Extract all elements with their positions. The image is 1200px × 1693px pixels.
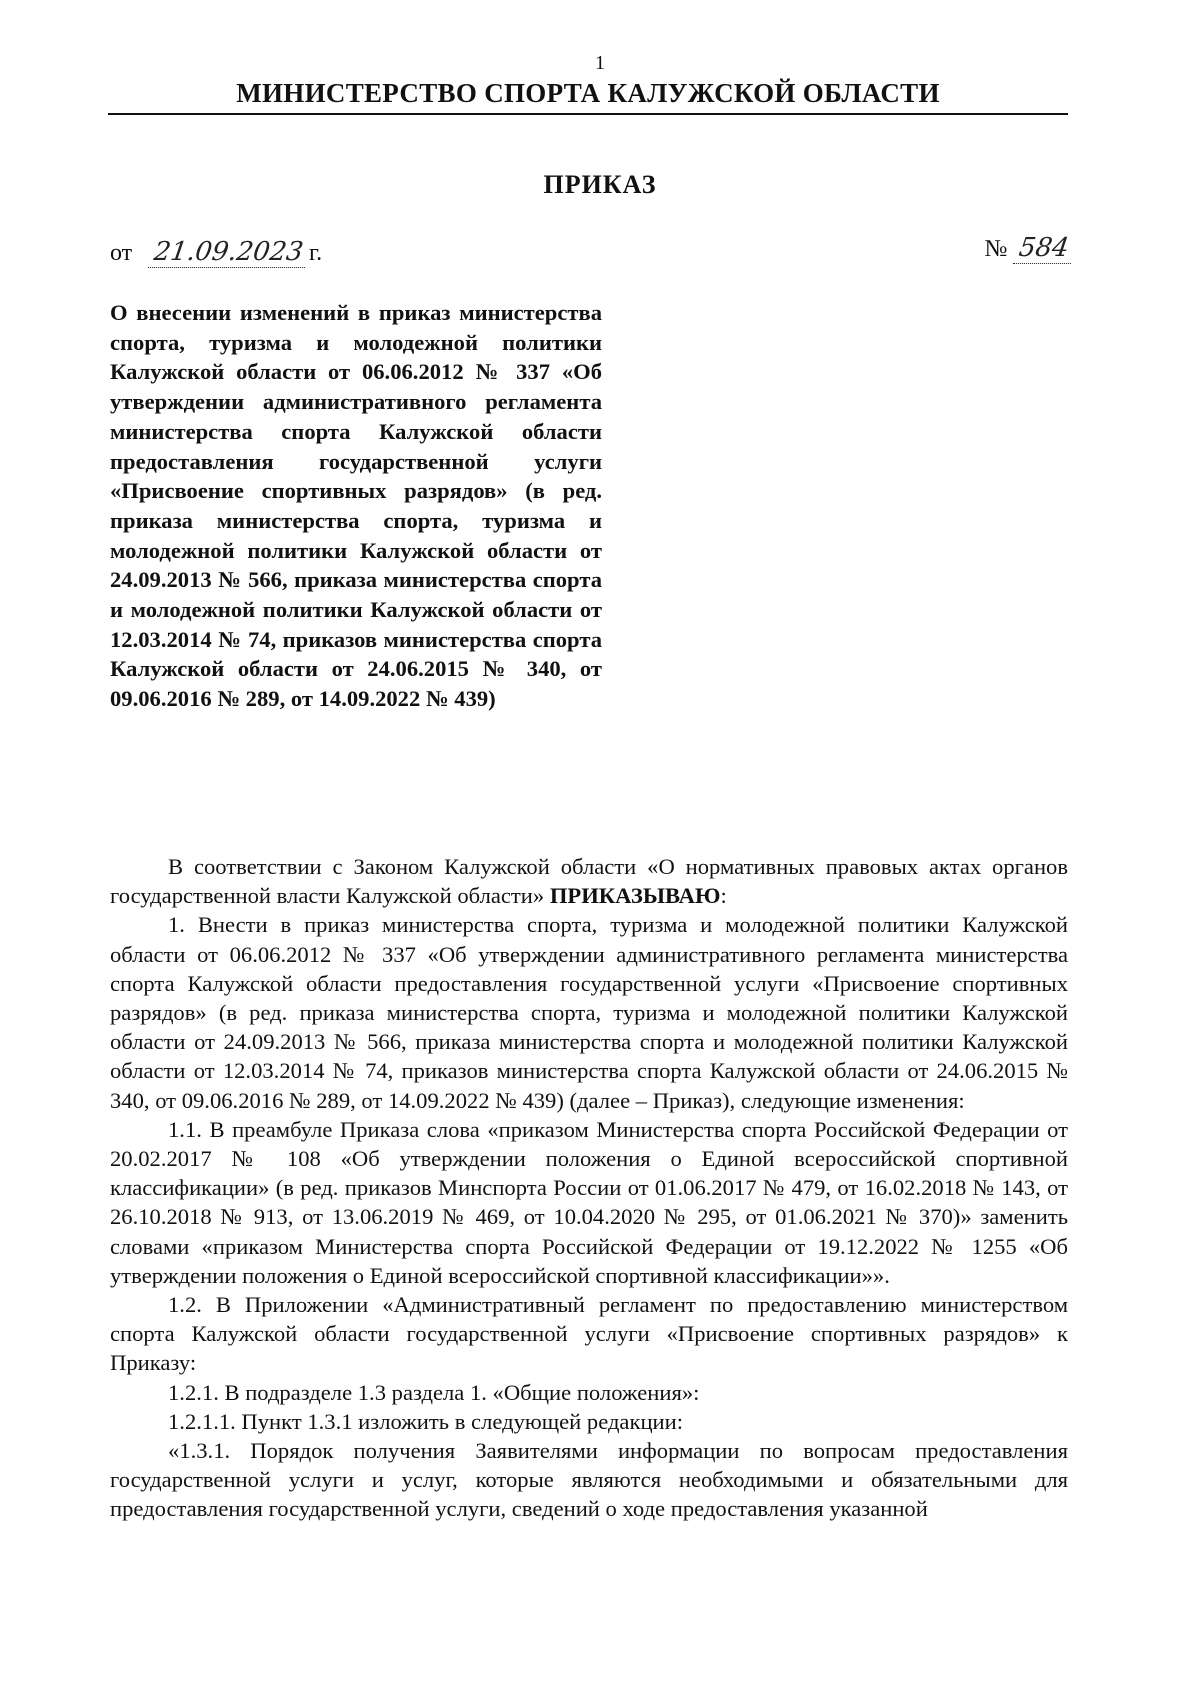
paragraph-1-2: 1.2. В Приложении «Административный регламент по предоставлению министерством спорта Калужской области государственной услуги «Присвоение спортивных разрядов» к Приказу: [110, 1292, 1068, 1376]
paragraph-1: 1. Внести в приказ министерства спорта, туризма и молодежной политики Калужской области от 06.06.2012 № 337 «Об утверждении административного регламента министерства спорта Калужской области предоставления государственной услуги «Присвоение спортивных разрядов» (в ред. приказа министерства спорта, туризма и молодежной политики Калужской области от 24.09.2013 № 566, приказа министерства спорта и молодежной политики Калужской области от 12.03.2014 № 74, приказов министерства спорта Калужской области от 24.06.2015 № 340, от 09.06.2016 № 289, от 14.09.2022 № 439) (далее – Приказ), следующие изменения: [110, 912, 1068, 1113]
order-subject: О внесении изменений в приказ министерства спорта, туризма и молодежной политики Калужской области от 06.06.2012 № 337 «Об утверждении административного регламента министерства спорта Калужской области предоставления государственной услуги «Присвоение спортивных разрядов» (в ред. приказа министерства спорта, туризма и молодежной политики Калужской области от 24.09.2013 № 566, приказа министерства спорта и молодежной политики Калужской области от 12.03.2014 № 74, приказов министерства спорта Калужской области от 24.06.2015 № 340, от 09.06.2016 № 289, от 14.09.2022 № 439) [110, 300, 602, 712]
document-type: ПРИКАЗ [543, 170, 657, 199]
order-colon: : [720, 883, 727, 909]
ministry-title: МИНИСТЕРСТВО СПОРТА КАЛУЖСКОЙ ОБЛАСТИ [236, 78, 940, 108]
page-number: 1 [595, 52, 605, 74]
order-number [984, 233, 1075, 264]
header-rule [108, 113, 1068, 115]
date-prefix: от [110, 240, 133, 266]
preamble-paragraph [110, 852, 1068, 910]
order-body [110, 852, 1068, 1524]
number-prefix: № [984, 236, 1008, 262]
handwritten-date: 21.09.2023 [148, 237, 309, 268]
paragraph-1-2-1-1: 1.2.1.1. Пункт 1.3.1 изложить в следующей редакции: [168, 1408, 683, 1434]
handwritten-number: 584 [1013, 233, 1075, 264]
paragraph-1-2-1: 1.2.1. В подразделе 1.3 раздела 1. «Общие положения»: [168, 1379, 700, 1405]
order-word: ПРИКАЗЫВАЮ [549, 883, 721, 909]
paragraph-quote: «1.3.1. Порядок получения Заявителями информации по вопросам предоставления государственной услуги и услуг, которые являются необходимыми и обязательными для предоставления государственной услуги, сведений о ходе предоставления указанной [110, 1438, 1068, 1522]
date-suffix: г. [309, 240, 323, 266]
order-date [110, 237, 322, 268]
preamble-text: В соответствии с Законом Калужской области «О нормативных правовых актах органов государственной власти Калужской области» [110, 854, 1068, 909]
paragraph-1-1: 1.1. В преамбуле Приказа слова «приказом Министерства спорта Российской Федерации от 20.02.2017 № 108 «Об утверждении положения о Единой всероссийской спортивной классификации» (в ред. приказов Минспорта России от 01.06.2017 № 479, от 16.02.2018 № 143, от 26.10.2018 № 913, от 13.06.2019 № 469, от 10.04.2020 № 295, от 01.06.2021 № 370)» заменить словами «приказом Министерства спорта Российской Федерации от 19.12.2022 № 1255 «Об утверждении положения о Единой всероссийской спортивной классификации»». [110, 1116, 1068, 1288]
